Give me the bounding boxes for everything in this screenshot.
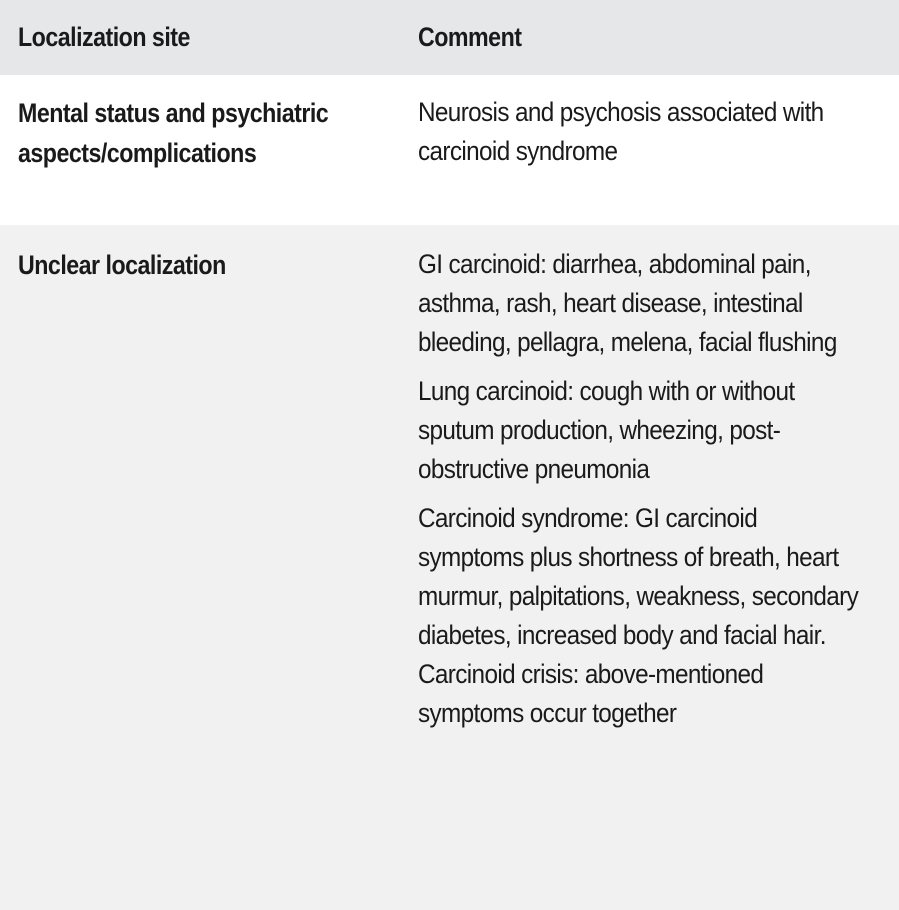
header-cell-comment [418,22,899,53]
table-header-row [0,0,899,75]
site-label: Unclear localization [18,250,226,280]
comment-cell [418,93,899,225]
header-localization-site: Localization site [18,22,190,52]
comment-text [418,93,868,171]
site-cell [0,93,418,225]
comment-paragraph-carcinoid-syndrome: Carcinoid syndrome: GI carcinoid symptoms plus shortness of breath, heart murmur, palpitations, weakness, secondary diabetes, increased body and facial hair. Carcinoid crisis: above-mentioned symptoms occur together [418,503,859,728]
site-cell [0,245,418,910]
comment-text [418,245,868,733]
comment-cell [418,245,899,910]
table-row [0,225,899,910]
table-row [0,75,899,225]
comment-paragraph-gi-carcinoid: GI carcinoid: diarrhea, abdominal pain, asthma, rash, heart disease, intestinal bleeding, pellagra, melena, facial flushing [418,249,837,357]
site-label: Mental status and psychiatric aspects/complications [18,98,329,168]
comment-paragraph-lung-carcinoid: Lung carcinoid: cough with or without sputum production, wheezing, post-obstructive pneumonia [418,376,795,484]
header-cell-localization-site [0,22,418,53]
header-comment: Comment [418,22,522,52]
comment-paragraph: Neurosis and psychosis associated with carcinoid syndrome [418,97,824,166]
